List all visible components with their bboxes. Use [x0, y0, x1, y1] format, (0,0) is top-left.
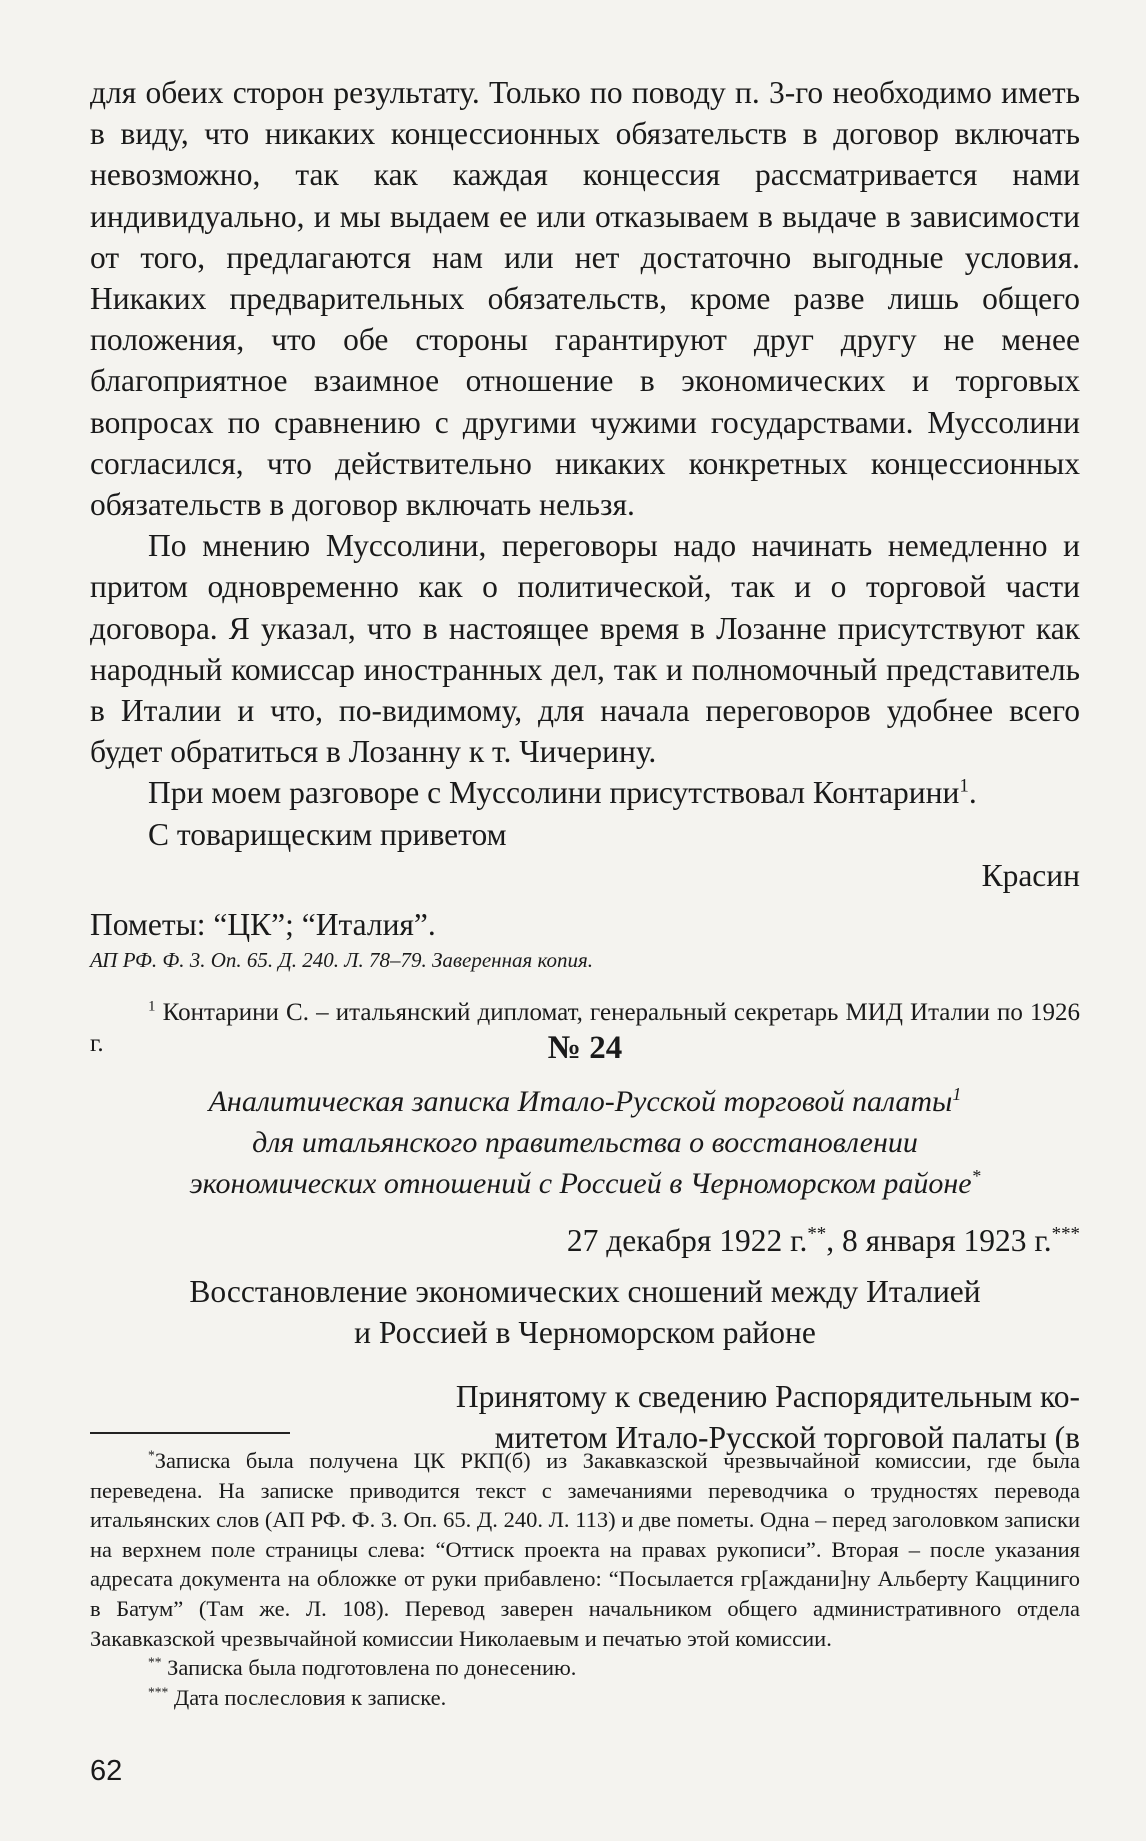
date-1-mark: ** — [807, 1223, 827, 1245]
title-line-1: Аналитическая записка Итало-Русской торговой палаты — [208, 1085, 953, 1118]
main-text-block — [90, 72, 1080, 1059]
title-footnote-mark: 1 — [952, 1084, 962, 1104]
accepted-line-2: митетом Итало-Русской торговой палаты (в — [494, 1419, 1080, 1455]
date-1: 27 декабря 1922 г. — [566, 1223, 808, 1258]
note-1-text: Записка была получена ЦК РКП(б) из Закавказской чрезвычайной комиссии, где была переведена. На записке приводится текст с замечаниями переводчика о трудностях перевода итальянских слов (АП РФ. Ф. 3. Оп. 65. Д. 240. Л. 113) и две пометы. Одна – перед заголовком записки на верхнем поле страницы слева: “Оттиск проекта на правах рукописи”. Вторая – после указания адресата документа на обложке от руки прибавлено: “Посылается гр[аждани]ну Альберту Кацциниго в Батум” (Там же. Л. 108). Перевод заверен начальником общего административного отдела Закавказской чрезвычайной комиссии Николаевым и печатью этой комиссии. — [90, 1448, 1080, 1651]
footnote-1-mark: 1 — [148, 998, 156, 1015]
greeting: С товарищеским приветом — [148, 816, 507, 852]
title-line-3: экономических отношений с Россией в Черноморском районе — [189, 1167, 972, 1200]
note-3-text: Дата послесловия к записке. — [168, 1684, 447, 1710]
note-2-mark: ** — [148, 1654, 162, 1670]
accepted-line-1: Принятому к сведению Распорядительным ко- — [455, 1378, 1080, 1414]
paragraph-3 — [90, 772, 1080, 813]
page-number: 62 — [90, 1755, 123, 1787]
note-3-mark: *** — [148, 1684, 169, 1700]
title-asterisk-mark: * — [971, 1166, 981, 1186]
footnote-1-text: Контарини С. – итальянский дипломат, генеральный секретарь МИД Италии по 1926 г. — [90, 999, 1080, 1058]
document-header — [90, 1030, 1080, 1458]
paragraph-2: По мнению Муссолини, переговоры надо начинать немедленно и притом одновременно как о политической, так и о торговой части договора. Я указал, что в настоящее время в Лозанне присутствуют как народный комиссар иностранных дел, так и полномочный представитель в Италии и что, по-видимому, для начала переговоров удобнее всего будет обратиться в Лозанну к т. Чичерину. — [90, 528, 1080, 770]
title-line-2: для итальянского правительства о восстановлении — [252, 1126, 918, 1159]
heading-line-1: Восстановление экономических сношений между Италией — [189, 1274, 981, 1310]
signature: Красин — [981, 857, 1080, 893]
section-heading — [90, 1271, 1080, 1353]
document-title — [90, 1081, 1080, 1204]
document-dates — [90, 1220, 1080, 1261]
heading-line-2: и Россией в Черноморском районе — [354, 1315, 816, 1351]
date-2: , 8 января 1923 г. — [826, 1223, 1052, 1258]
footnote-divider — [90, 1432, 290, 1434]
paragraph-1: для обеих сторон результату. Только по поводу п. 3-го необходимо иметь в виду, что никаких концессионных обязательств в договор включать невозможно, так как каждая концессия рассматривается нами индивидуально, и мы выдаем ее или отказываем в выдаче в зависимости от того, предлагаются нам или нет достаточно выгодные условия. Никаких предварительных обязательств, кроме разве лишь общего положения, что обе стороны гарантируют друг другу не менее благоприятное взаимное отношение в экономических и торговых вопросах по сравнению с другими чужими государствами. Муссолини согласился, что действительно никаких конкретных концессионных обязательств в договор включать нельзя. — [90, 75, 1080, 523]
marks-line: Пометы: “ЦК”; “Италия”. — [90, 907, 436, 943]
note-3 — [90, 1683, 1080, 1713]
document-number: № 24 — [547, 1030, 623, 1066]
archive-reference: АП РФ. Ф. 3. Оп. 65. Д. 240. Л. 78–79. Заверенная копия. — [90, 948, 594, 973]
footnote-ref-1: 1 — [959, 775, 969, 797]
note-1-mark: * — [148, 1447, 155, 1463]
paragraph-3-text: При моем разговоре с Муссолини присутствовал Контарини — [148, 775, 960, 811]
note-1 — [90, 1446, 1080, 1653]
date-2-mark: *** — [1051, 1223, 1080, 1245]
notes-block — [90, 1446, 1080, 1712]
paragraph-3-end: . — [968, 775, 977, 811]
note-2-text: Записка была подготовлена по донесению. — [161, 1655, 577, 1681]
note-2 — [90, 1653, 1080, 1683]
